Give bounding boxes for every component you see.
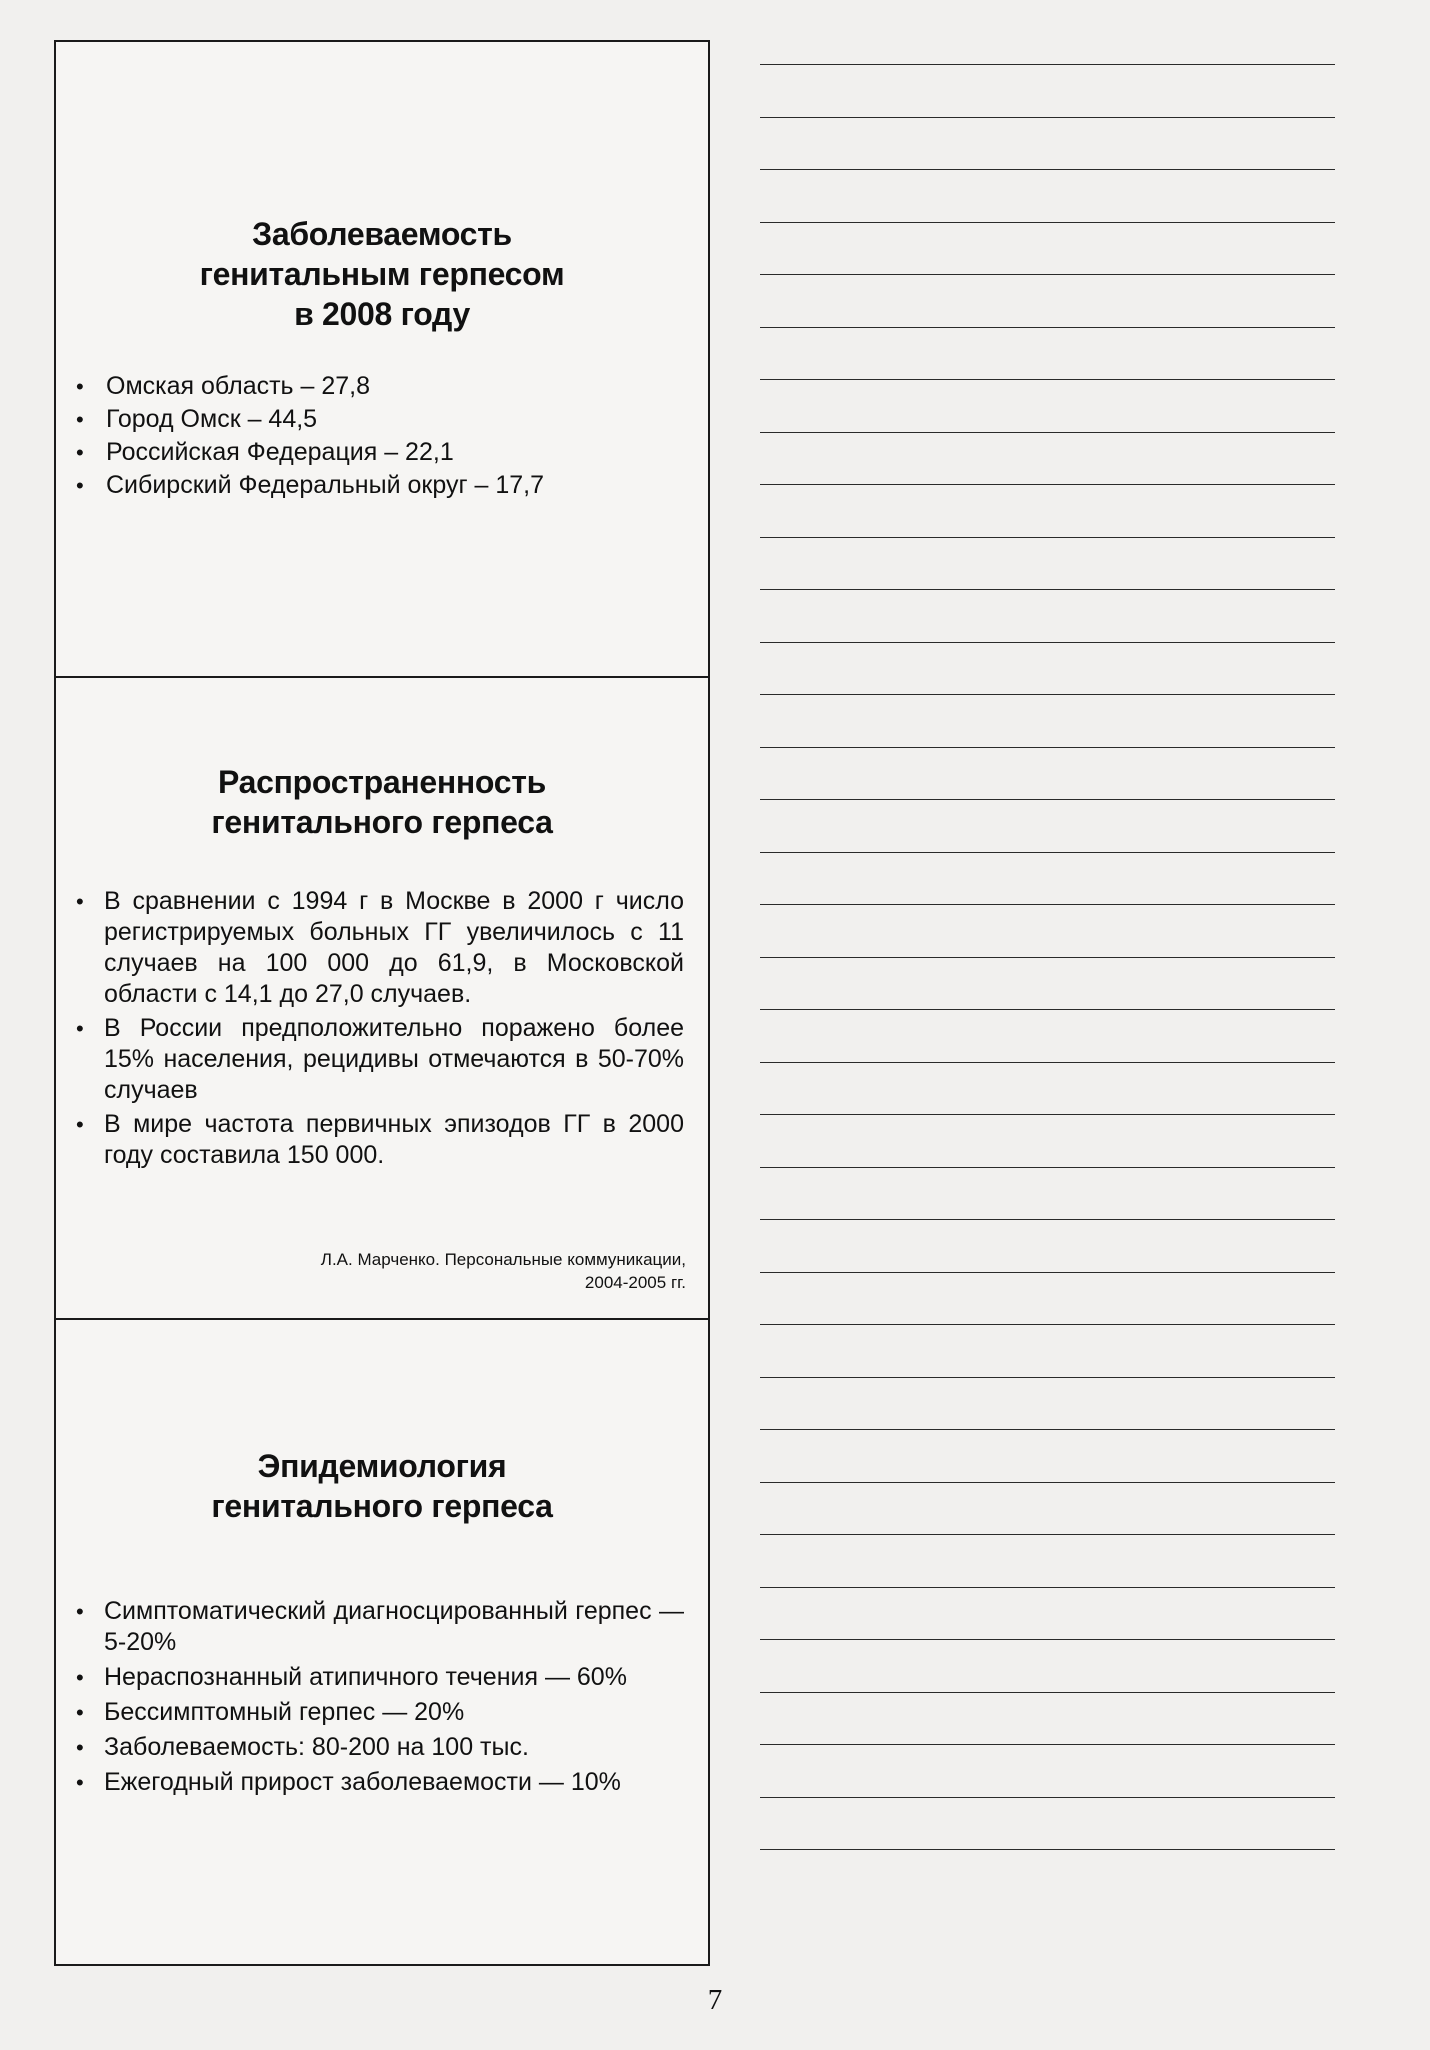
note-line: [760, 1062, 1335, 1063]
slide-title: [56, 762, 708, 842]
slide-title-line: в 2008 году: [294, 296, 470, 332]
note-line: [760, 222, 1335, 223]
note-line: [760, 1587, 1335, 1588]
citation-line: 2004-2005 гг.: [584, 1273, 686, 1292]
note-line: [760, 904, 1335, 905]
slide-title-line: генитальным герпесом: [199, 256, 565, 292]
slide-title-line: Заболеваемость: [252, 216, 512, 252]
note-line: [760, 1744, 1335, 1745]
slide-title: [56, 1446, 708, 1526]
bullet-item: • Российская Федерация – 22,1: [56, 436, 708, 469]
note-line: [760, 589, 1335, 590]
note-line: [760, 1324, 1335, 1325]
note-line: [760, 1692, 1335, 1693]
slides-column: [54, 40, 710, 1966]
note-line: [760, 1219, 1335, 1220]
bullet-item: • Омская область – 27,8: [56, 370, 708, 403]
bullet-list: [56, 1596, 708, 1802]
bullet-item: • В сравнении с 1994 г в Москве в 2000 г число регистрируемых больных ГГ увеличилось с 11 случаев на 100 000 до 61,9, в Московской области с 14,1 до 27,0 случаев.: [56, 886, 708, 1010]
slide-title: [56, 214, 708, 334]
note-line: [760, 484, 1335, 485]
notes-lines: [760, 64, 1335, 1904]
citation: [321, 1248, 686, 1294]
note-line: [760, 1534, 1335, 1535]
bullet-item: • Город Омск – 44,5: [56, 403, 708, 436]
note-line: [760, 852, 1335, 853]
bullet-item: • Бессимптомный герпес — 20%: [56, 1697, 708, 1728]
note-line: [760, 327, 1335, 328]
note-line: [760, 799, 1335, 800]
slide-epidemiology: [56, 1318, 708, 1966]
slide-title-line: Распространенность: [218, 764, 546, 800]
citation-line: Л.А. Марченко. Персональные коммуникации,: [320, 1250, 686, 1269]
note-line: [760, 432, 1335, 433]
bullet-item: • В России предположительно поражено более 15% населения, рецидивы отмечаются в 50-70% случаев: [56, 1013, 708, 1106]
slide-prevalence: [56, 676, 708, 1318]
bullet-list: [56, 370, 708, 502]
bullet-item: • Сибирский Федеральный округ – 17,7: [56, 469, 708, 502]
note-line: [760, 64, 1335, 65]
note-line: [760, 642, 1335, 643]
note-line: [760, 117, 1335, 118]
note-line: [760, 379, 1335, 380]
note-line: [760, 1009, 1335, 1010]
slide-title-line: генитального герпеса: [211, 1488, 553, 1524]
slide-title-line: Эпидемиология: [257, 1448, 507, 1484]
note-line: [760, 169, 1335, 170]
note-line: [760, 1797, 1335, 1798]
note-line: [760, 1167, 1335, 1168]
bullet-item: • Ежегодный прирост заболеваемости — 10%: [56, 1767, 708, 1798]
bullet-list: [56, 886, 708, 1174]
bullet-item: • Симптоматический диагносцированный герпес — 5-20%: [56, 1596, 708, 1658]
bullet-item: • В мире частота первичных эпизодов ГГ в 2000 году составила 150 000.: [56, 1109, 708, 1171]
note-line: [760, 747, 1335, 748]
note-line: [760, 274, 1335, 275]
note-line: [760, 1114, 1335, 1115]
slide-incidence-2008: [56, 42, 708, 676]
note-line: [760, 1429, 1335, 1430]
page-number: 7: [707, 1984, 723, 2016]
note-line: [760, 1272, 1335, 1273]
note-line: [760, 957, 1335, 958]
note-line: [760, 1639, 1335, 1640]
slide-title-line: генитального герпеса: [211, 804, 553, 840]
note-line: [760, 537, 1335, 538]
bullet-item: • Нераспознанный атипичного течения — 60%: [56, 1662, 708, 1693]
note-line: [760, 694, 1335, 695]
note-line: [760, 1482, 1335, 1483]
bullet-item: • Заболеваемость: 80-200 на 100 тыс.: [56, 1732, 708, 1763]
note-line: [760, 1377, 1335, 1378]
note-line: [760, 1849, 1335, 1850]
